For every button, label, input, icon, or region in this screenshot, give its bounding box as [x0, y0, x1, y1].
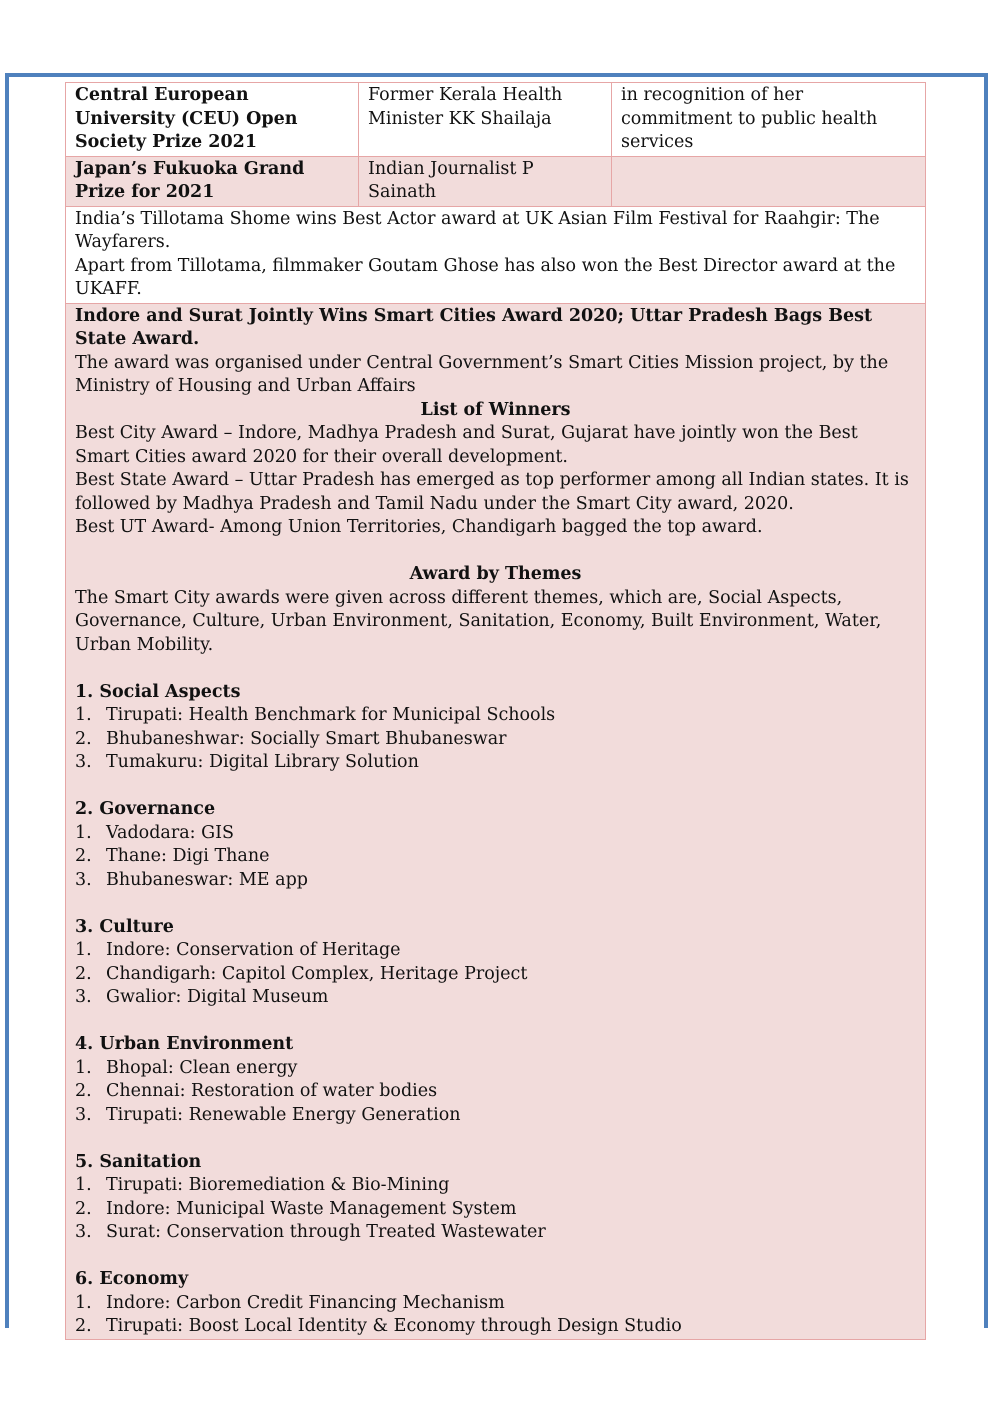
winner-entry: Best City Award – Indore, Madhya Pradesh and Surat, Gujarat have jointly won the Best Smart Cities award 2020 for their overall development.: [75, 423, 858, 467]
list-number: 2.: [75, 728, 92, 749]
film-news-line: Apart from Tillotama, filmmaker Goutam Ghose has also won the Best Director award at the UKAFF.: [75, 255, 896, 299]
list-text: Chennai: Restoration of water bodies: [106, 1081, 438, 1101]
list-text: Surat: Conservation through Treated Wastewater: [106, 1222, 546, 1242]
theme-section: [75, 1151, 916, 1245]
theme-section: [75, 916, 916, 1010]
theme-title: 3. Culture: [75, 916, 174, 937]
award-name-cell: Japan’s Fukuoka Grand Prize for 2021: [66, 156, 359, 206]
list-number: 2.: [75, 1198, 92, 1219]
theme-section: [75, 681, 916, 775]
theme-title: 4. Urban Environment: [75, 1034, 294, 1054]
spacer: [75, 657, 916, 681]
list-text: Indore: Carbon Credit Financing Mechanism: [106, 1292, 505, 1313]
list-number: 3.: [75, 1222, 92, 1242]
list-item: [75, 1315, 916, 1339]
theme-section: [75, 798, 916, 892]
theme-title: 1. Social Aspects: [75, 681, 241, 702]
page-border-right: [984, 73, 988, 1328]
list-number: 1.: [75, 1292, 92, 1313]
theme-list: [75, 822, 916, 893]
list-number: 3.: [75, 752, 92, 772]
list-text: Thane: Digi Thane: [106, 846, 270, 866]
smart-cities-headline: Indore and Surat Jointly Wins Smart Cities Award 2020; Uttar Pradesh Bags Best State Award.: [75, 305, 873, 349]
list-text: Tumakuru: Digital Library Solution: [106, 752, 419, 772]
theme-title: 5. Sanitation: [75, 1151, 202, 1172]
list-number: 3.: [75, 1104, 92, 1125]
list-text: Tirupati: Boost Local Identity & Economy through Design Studio: [106, 1316, 682, 1336]
table-row: [66, 206, 926, 303]
theme-list: [75, 1057, 916, 1128]
list-number: 3.: [75, 987, 92, 1007]
spacer: [75, 540, 916, 564]
theme-list: [75, 1292, 916, 1339]
list-item: [75, 728, 916, 752]
spacer: [75, 1245, 916, 1269]
list-number: 2.: [75, 1316, 92, 1336]
list-text: Vadodara: GIS: [106, 822, 234, 843]
theme-title: 6. Economy: [75, 1269, 189, 1289]
film-news-cell: [66, 206, 926, 303]
list-text: Tirupati: Bioremediation & Bio-Mining: [106, 1175, 450, 1195]
themes-intro: The Smart City awards were given across different themes, which are, Social Aspects, Governance, Culture, Urban Environment, Sanitation, Economy, Built Environment, Water, Urban Mobility.: [75, 587, 882, 655]
list-item: [75, 1174, 916, 1198]
smart-cities-cell: [66, 303, 926, 1339]
list-number: 2.: [75, 846, 92, 866]
theme-section: [75, 1033, 916, 1127]
smart-cities-intro: The award was organised under Central Government’s Smart Cities Mission project, by the Ministry of Housing and Urban Affairs: [75, 352, 889, 396]
list-text: Gwalior: Digital Museum: [106, 987, 329, 1007]
spacer: [75, 892, 916, 916]
theme-list: [75, 1174, 916, 1245]
list-text: Indore: Conservation of Heritage: [106, 940, 401, 960]
list-item: [75, 1292, 916, 1316]
list-item: [75, 869, 916, 893]
theme-section: [75, 1268, 916, 1339]
awards-table: [65, 82, 926, 1340]
page-border-left: [5, 73, 9, 1328]
list-number: 1.: [75, 705, 92, 725]
list-text: Bhopal: Clean energy: [106, 1057, 298, 1078]
theme-title: 2. Governance: [75, 799, 216, 819]
table-row: [66, 303, 926, 1339]
list-number: 1.: [75, 1175, 92, 1195]
list-item: [75, 845, 916, 869]
page-border-top: [5, 73, 988, 77]
list-text: Indore: Municipal Waste Management System: [106, 1198, 517, 1219]
themes-title: Award by Themes: [409, 564, 582, 584]
film-news-line: India’s Tillotama Shome wins Best Actor award at UK Asian Film Festival for Raahgir: The Wayfarers.: [75, 208, 880, 252]
award-winner-cell: Indian Journalist P Sainath: [359, 156, 612, 206]
list-item: [75, 751, 916, 775]
spacer: [75, 1127, 916, 1151]
list-text: Tirupati: Health Benchmark for Municipal Schools: [106, 705, 556, 725]
document-page: [65, 82, 925, 1340]
award-note-cell: [612, 156, 926, 206]
list-number: 1.: [75, 822, 92, 843]
list-number: 1.: [75, 940, 92, 960]
list-item: [75, 822, 916, 846]
winner-entry: Best State Award – Uttar Pradesh has emerged as top performer among all Indian states. It is followed by Madhya Pradesh and Tamil Nadu under the Smart City award, 2020.: [75, 470, 909, 514]
list-number: 3.: [75, 869, 92, 890]
award-name-cell: Central European University (CEU) Open Society Prize 2021: [66, 83, 359, 157]
list-number: 2.: [75, 963, 92, 984]
theme-list: [75, 704, 916, 775]
award-note-cell: in recognition of her commitment to public health services: [612, 83, 926, 157]
list-item: [75, 1104, 916, 1128]
theme-list: [75, 939, 916, 1010]
list-number: 2.: [75, 1081, 92, 1101]
table-row: [66, 156, 926, 206]
award-winner-cell: Former Kerala Health Minister KK Shailaja: [359, 83, 612, 157]
list-text: Chandigarh: Capitol Complex, Heritage Project: [106, 963, 528, 984]
list-number: 1.: [75, 1057, 92, 1078]
list-item: [75, 1198, 916, 1222]
list-item: [75, 1057, 916, 1081]
list-item: [75, 1221, 916, 1245]
list-text: Bhubaneshwar: Socially Smart Bhubaneswar: [106, 728, 507, 749]
list-item: [75, 986, 916, 1010]
list-item: [75, 939, 916, 963]
list-text: Bhubaneswar: ME app: [106, 869, 308, 890]
list-item: [75, 1080, 916, 1104]
list-item: [75, 704, 916, 728]
spacer: [75, 775, 916, 799]
list-item: [75, 963, 916, 987]
table-row: [66, 83, 926, 157]
list-text: Tirupati: Renewable Energy Generation: [106, 1104, 461, 1125]
winners-title: List of Winners: [420, 399, 571, 420]
spacer: [75, 1010, 916, 1034]
winner-entry: Best UT Award- Among Union Territories, Chandigarh bagged the top award.: [75, 517, 763, 537]
